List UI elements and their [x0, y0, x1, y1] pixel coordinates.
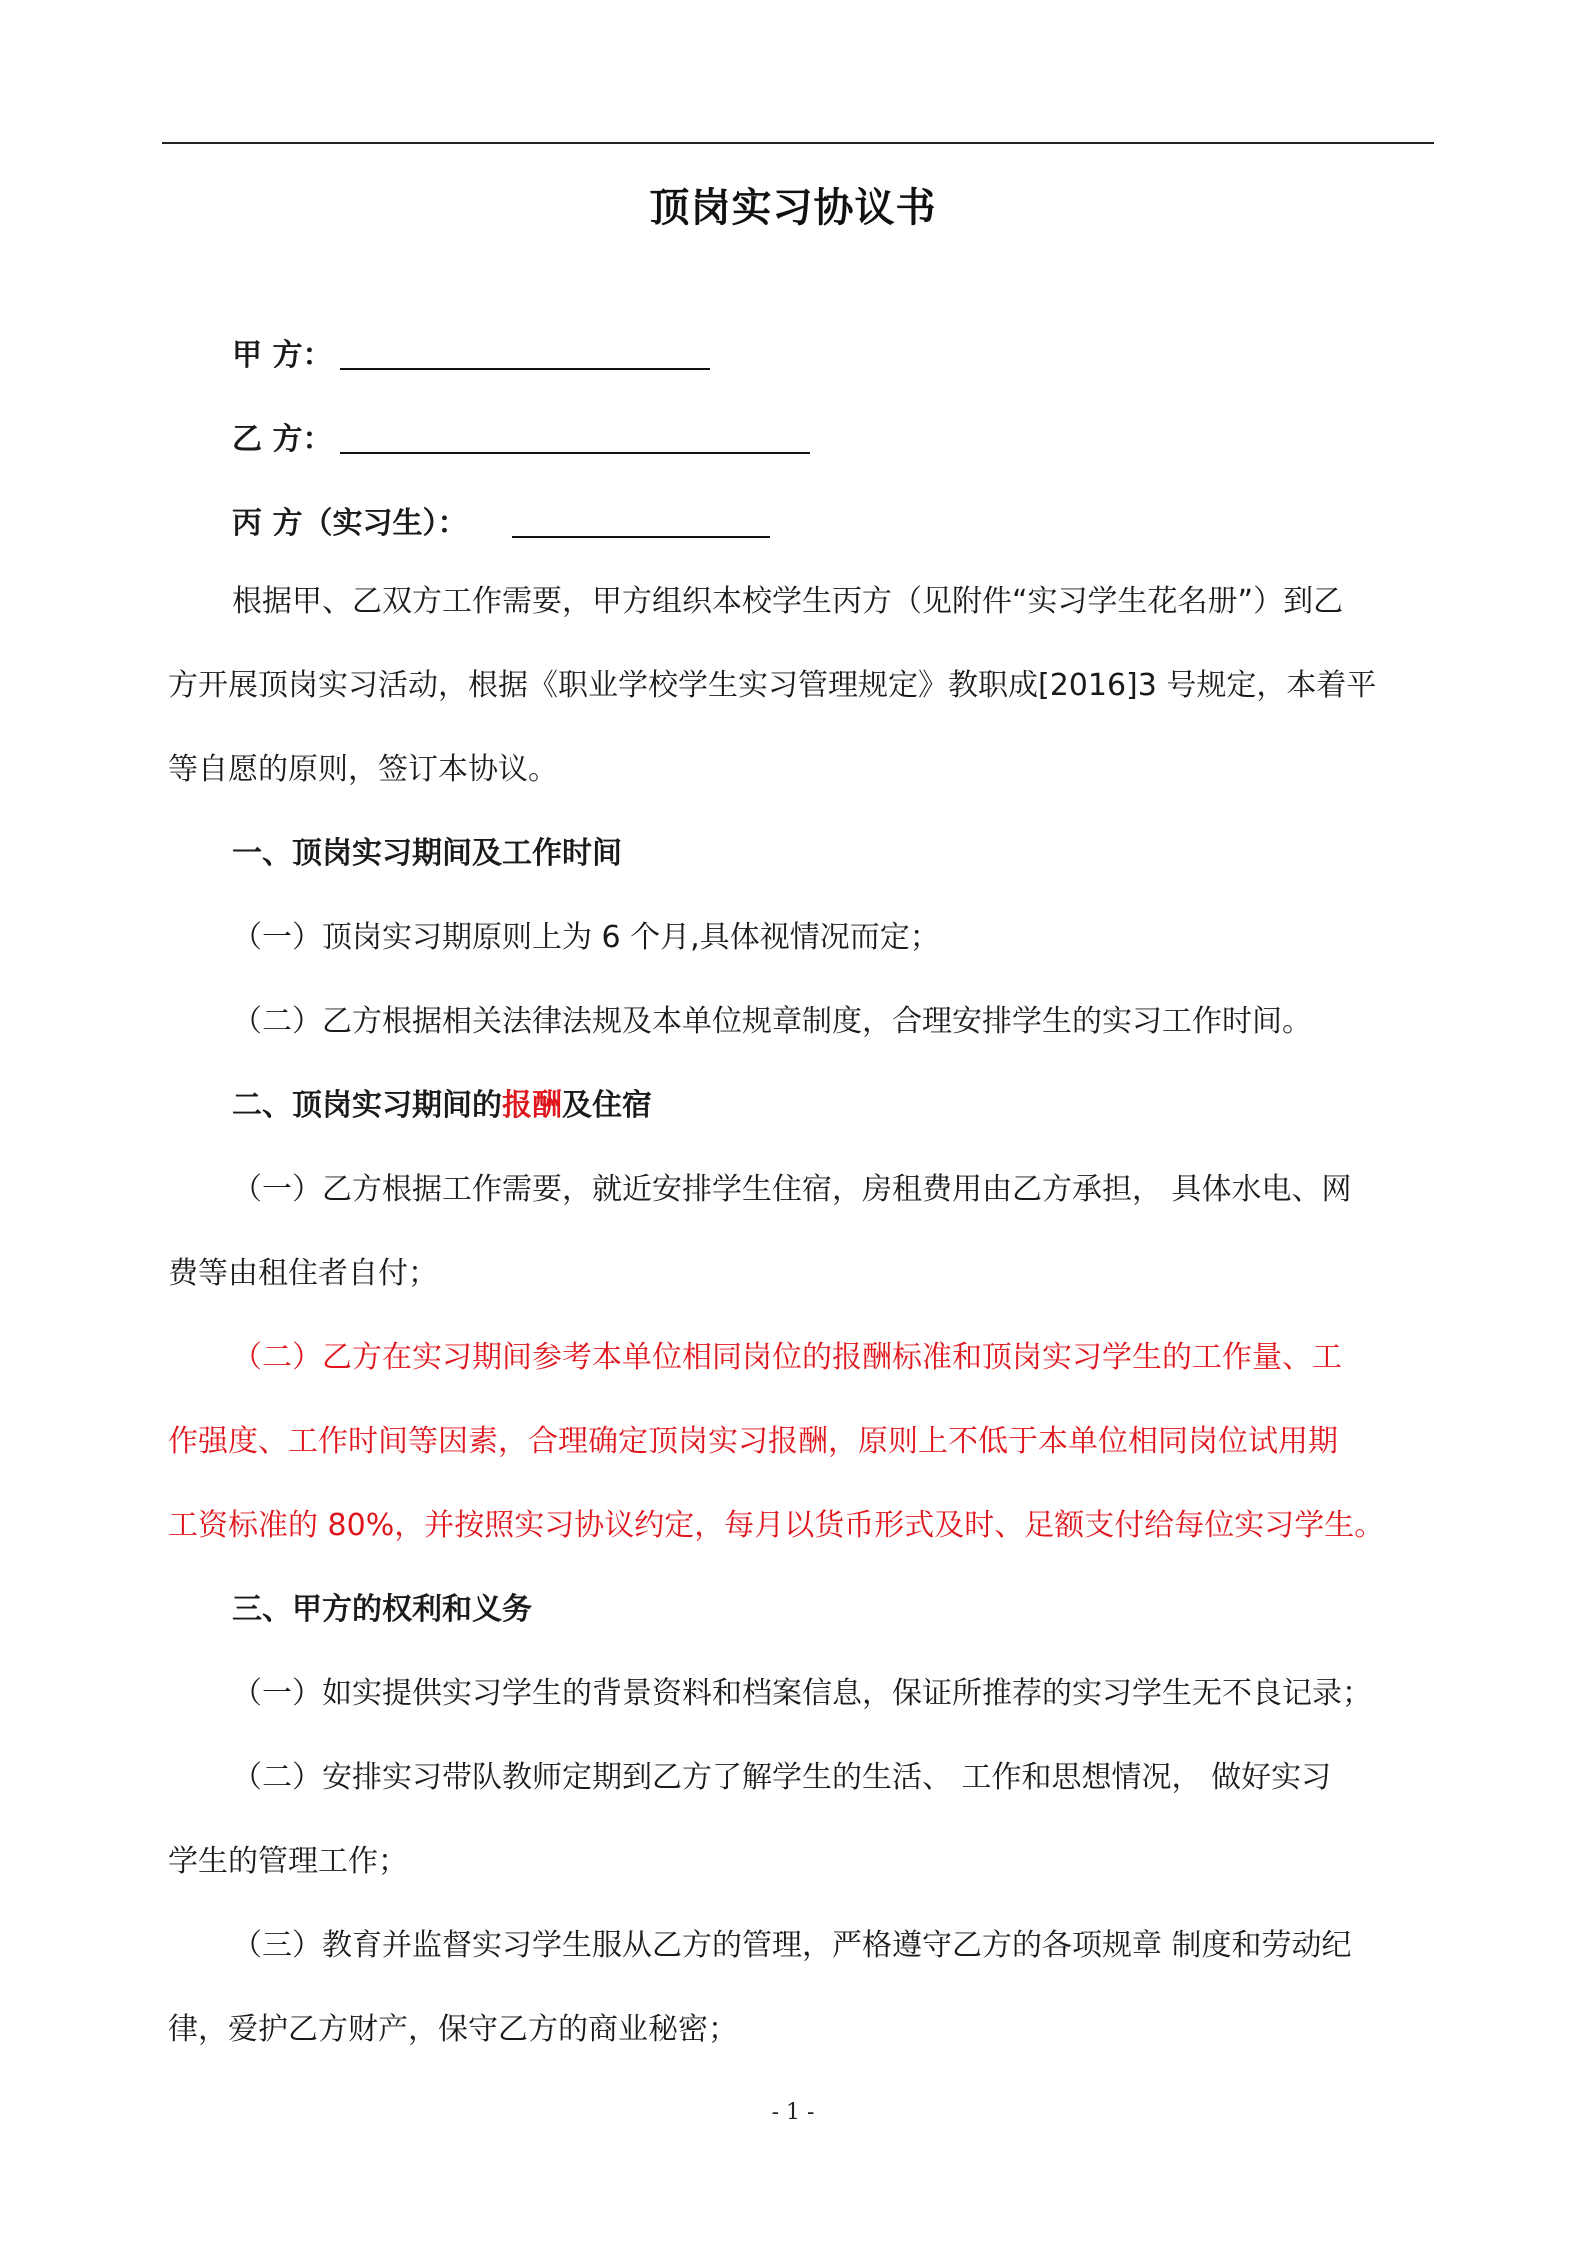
document-title: 顶岗实习协议书 — [649, 185, 937, 231]
party-a-label: 甲 方： — [232, 338, 333, 373]
section-1-item-1: （一）顶岗实习期原则上为 6 个月,具体视情况而定； — [232, 920, 940, 955]
party-c-label: 丙 方（实习生）： — [232, 506, 468, 541]
section-1-item-2: （二）乙方根据相关法律法规及本单位规章制度，合理安排学生的实习工作时间。 — [232, 1004, 1312, 1039]
section-2-item-1-line-1: （一）乙方根据工作需要，就近安排学生住宿，房租费用由乙方承担， 具体水电、网 — [232, 1172, 1352, 1207]
section-3-item-3-line-1: （三）教育并监督实习学生服从乙方的管理，严格遵守乙方的各项规章 制度和劳动纪 — [232, 1928, 1352, 1963]
section-3-item-3-line-2: 律，爱护乙方财产，保守乙方的商业秘密； — [168, 2012, 738, 2047]
section-2-heading — [232, 1084, 1430, 1128]
section-1-heading: 一、顶岗实习期间及工作时间 — [232, 836, 622, 871]
party-b-label: 乙 方： — [232, 422, 333, 457]
intro-line-3: 等自愿的原则，签订本协议。 — [168, 752, 558, 787]
intro-line-1: 根据甲、乙双方工作需要，甲方组织本校学生丙方（见附件“实习学生花名册”）到乙 — [232, 584, 1344, 619]
party-a-blank — [340, 338, 710, 370]
section-2-item-2-line-2: 作强度、工作时间等因素，合理确定顶岗实习报酬，原则上不低于本单位相同岗位试用期 — [168, 1424, 1338, 1459]
page-number: - 1 - — [771, 2100, 815, 2125]
section-2-item-2-line-3: 工资标准的 80%，并按照实习协议约定，每月以货币形式及时、足额支付给每位实习学生。 — [168, 1508, 1385, 1543]
section-3-item-2-line-2: 学生的管理工作； — [168, 1844, 408, 1879]
section-3-item-1: （一）如实提供实习学生的背景资料和档案信息，保证所推荐的实习学生无不良记录； — [232, 1676, 1372, 1711]
section-2-item-1-line-2: 费等由租住者自付； — [168, 1256, 438, 1291]
section-2-heading-part-1: 二、顶岗实习期间的 — [232, 1088, 502, 1123]
section-2-heading-part-2: 及住宿 — [562, 1088, 652, 1123]
header-rule — [162, 142, 1434, 144]
section-3-item-2-line-1: （二）安排实习带队教师定期到乙方了解学生的生活、 工作和思想情况， 做好实习 — [232, 1760, 1332, 1795]
section-2-heading-highlight: 报酬 — [502, 1088, 562, 1123]
intro-line-2: 方开展顶岗实习活动，根据《职业学校学生实习管理规定》教职成[2016]3 号规定，本着平 — [168, 668, 1377, 703]
section-2-item-2-line-1: （二）乙方在实习期间参考本单位相同岗位的报酬标准和顶岗实习学生的工作量、工 — [232, 1340, 1342, 1375]
section-3-heading: 三、甲方的权利和义务 — [232, 1592, 532, 1627]
party-c-blank — [512, 506, 770, 538]
party-b-blank — [340, 422, 810, 454]
